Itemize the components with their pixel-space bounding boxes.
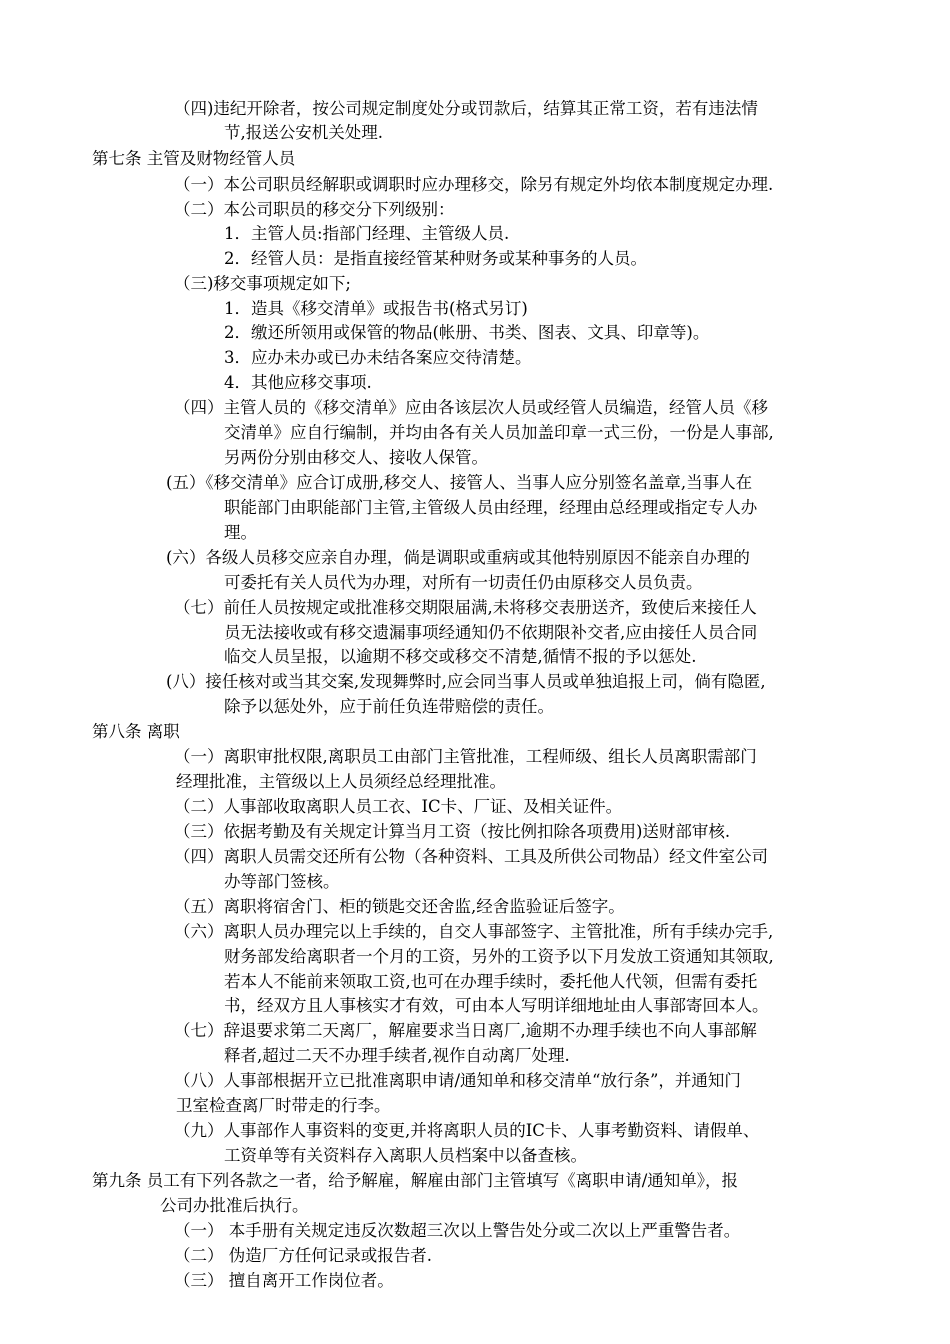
text-line: （五）离职将宿舍门、柜的锁匙交还舍监,经舍监验证后签字。 [174,897,625,916]
list-item: 2．经管人员：是指直接经管某种财务或某种事务的人员。 [224,249,647,268]
text-line: 若本人不能前来领取工资,也可在办理手续时，委托他人代领，但需有委托 [224,972,758,991]
text-line: 节,报送公安机关处理. [224,123,383,142]
list-item: 1．造具《移交清单》或报告书(格式另订) [224,299,528,318]
text-line: 释者,超过二天不办理手续者,视作自动离厂处理. [224,1046,570,1065]
text-line: (八）接任核对或当其交案,发现舞弊时,应会同当事人员或单独追报上司，倘有隐匿, [166,672,766,691]
text-line: 临交人员呈报，以逾期不移交或移交不清楚,循情不报的予以惩处. [224,647,697,666]
text-line: 理。 [224,523,257,542]
text-line: 职能部门由职能部门主管,主管级人员由经理，经理由总经理或指定专人办 [224,498,758,517]
text-line: 卫室检查离厂时带走的行李。 [176,1096,391,1115]
list-item: 1．主管人员:指部门经理、主管级人员. [224,224,510,243]
text-line: （二）人事部收取离职人员工衣、IC卡、厂证、及相关证件。 [174,797,623,816]
text-line: （四)违纪开除者，按公司规定制度处分或罚款后，结算其正常工资，若有违法情 [174,99,758,118]
text-line: （八）人事部根据开立已批准离职申请/通知单和移交清单“放行条”，并通知门 [174,1071,741,1090]
text-line: （三）依据考勤及有关规定计算当月工资（按比例扣除各项费用)送财部审核. [174,822,731,841]
text-line: (五）《移交清单》应合订成册,移交人、接管人、当事人应分别签名盖章,当事人在 [166,473,753,492]
text-line: （一）离职审批权限,离职员工由部门主管批准，工程师级、组长人员离职需部门 [174,747,757,766]
text-line: 财务部发给离职者一个月的工资，另外的工资予以下月发放工资通知其领取, [224,947,774,966]
text-line: （三） 擅自离开工作岗位者。 [174,1271,394,1290]
text-line: （四）主管人员的《移交清单》应由各该层次人员或经管人员编造，经管人员《移 [174,398,768,417]
text-line: 除予以惩处外，应于前任负连带赔偿的责任。 [224,697,554,716]
text-line: 可委托有关人员代为办理，对所有一切责任仍由原移交人员负责。 [224,573,703,592]
text-line: （六）离职人员办理完以上手续的，自交人事部签字、主管批准，所有手续办完手, [174,922,774,941]
text-line: （四）离职人员需交还所有公物（各种资料、工具及所供公司物品）经文件室公司 [174,847,768,866]
text-line: 经理批准，主管级以上人员须经总经理批准。 [176,772,506,791]
text-line: （七）前任人员按规定或批准移交期限届满,未将移交表册送齐，致使后来接任人 [174,598,757,617]
text-line: （七）辞退要求第二天离厂，解雇要求当日离厂,逾期不办理手续也不向人事部解 [174,1021,757,1040]
text-line: 员无法接收或有移交遗漏事项经通知仍不依期限补交者,应由接任人员合同 [224,623,758,642]
article-heading: 第七条 主管及财物经管人员 [92,149,296,168]
text-line: （二）本公司职员的移交分下列级别： [174,200,455,219]
text-line: 公司办批准后执行。 [160,1196,309,1215]
text-line: （九）人事部作人事资料的变更,并将离职人员的IC卡、人事考勤资料、请假单、 [174,1121,760,1140]
text-line: (六）各级人员移交应亲自办理，倘是调职或重病或其他特别原因不能亲自办理的 [166,548,750,567]
text-line: 书，经双方且人事核实才有效，可由本人写明详细地址由人事部寄回本人。 [224,996,769,1015]
list-item: 4．其他应移交事项. [224,373,372,392]
text-line: （三)移交事项规定如下; [174,274,351,293]
article-heading: 第八条 离职 [92,722,180,741]
list-item: 3．应办未办或已办未结各案应交待清楚。 [224,348,532,367]
text-line: 交清单》应自行编制，并均由各有关人员加盖印章一式三份，一份是人事部, [224,423,774,442]
text-line: （一）本公司职员经解职或调职时应办理移交，除另有规定外均依本制度规定办理. [174,175,774,194]
text-line: （一） 本手册有关规定违反次数超三次以上警告处分或二次以上严重警告者。 [174,1221,741,1240]
article-heading: 第九条 员工有下列各款之一者，给予解雇，解雇由部门主管填写《离职申请/通知单》，报 [92,1171,739,1190]
list-item: 2．缴还所领用或保管的物品(帐册、书类、图表、文具、印章等)。 [224,323,710,342]
text-line: 办等部门签核。 [224,872,340,891]
text-line: （二） 伪造厂方任何记录或报告者. [174,1246,432,1265]
text-line: 工资单等有关资料存入离职人员档案中以备查核。 [224,1146,587,1165]
text-line: 另两份分别由移交人、接收人保管。 [224,448,488,467]
